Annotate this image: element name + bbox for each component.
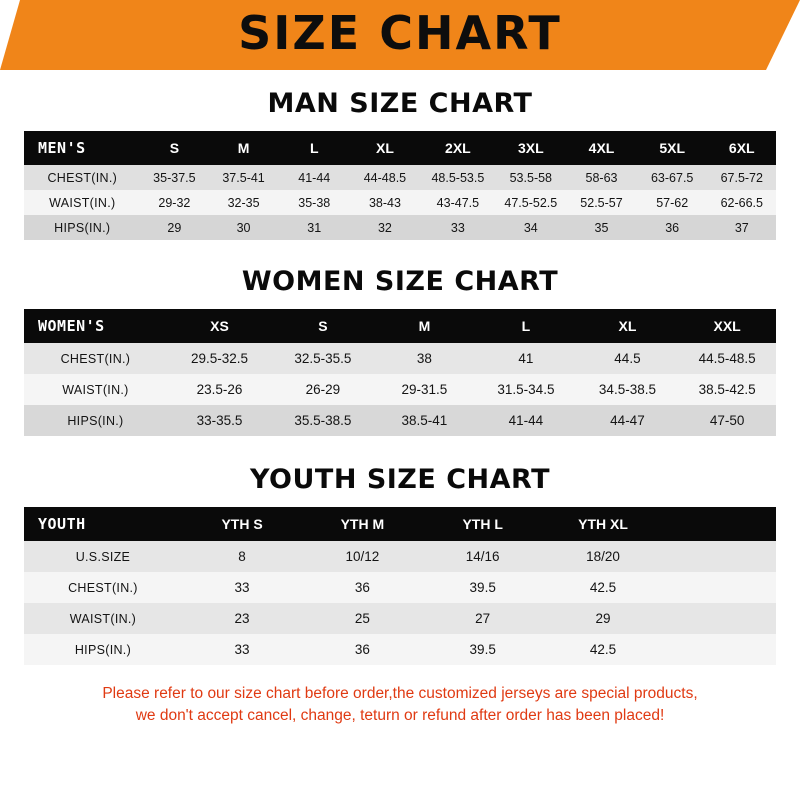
cell: 48.5-53.5: [420, 165, 495, 190]
cell: 58-63: [566, 165, 637, 190]
cell: 39.5: [423, 634, 543, 665]
cell: 47-50: [678, 405, 776, 436]
note-line-2: we don't accept cancel, change, teturn or refund after order has been placed!: [135, 707, 665, 725]
section-man: [0, 88, 800, 240]
cell: 43-47.5: [420, 190, 495, 215]
header-yth-xl: YTH XL: [543, 507, 663, 541]
cell: 23: [182, 603, 302, 634]
cell: 57-62: [637, 190, 708, 215]
cell: [663, 541, 776, 572]
cell: 33: [182, 572, 302, 603]
cell: 35-38: [279, 190, 350, 215]
cell: 10/12: [302, 541, 422, 572]
cell: 42.5: [543, 572, 663, 603]
cell: 41: [475, 343, 577, 374]
header-yth-s: YTH S: [182, 507, 302, 541]
table-header-row: [24, 309, 776, 343]
cell: 29-31.5: [374, 374, 476, 405]
table-row: [24, 215, 776, 240]
header-xs: XS: [167, 309, 272, 343]
row-label: WAIST(IN.): [24, 603, 182, 634]
cell: 35: [566, 215, 637, 240]
cell: 23.5-26: [167, 374, 272, 405]
header-xl: XL: [350, 131, 421, 165]
section-title-women: WOMEN SIZE CHART: [241, 266, 559, 297]
banner: [0, 0, 800, 70]
table-row: [24, 190, 776, 215]
cell: 29.5-32.5: [167, 343, 272, 374]
cell: 38.5-42.5: [678, 374, 776, 405]
row-label: U.S.SIZE: [24, 541, 182, 572]
header-5xl: 5XL: [637, 131, 708, 165]
header-m: M: [208, 131, 279, 165]
cell: 53.5-58: [495, 165, 566, 190]
header-xxl: XXL: [678, 309, 776, 343]
cell: 44-47: [577, 405, 679, 436]
row-label: WAIST(IN.): [24, 374, 167, 405]
header-s: S: [272, 309, 374, 343]
section-youth: [0, 464, 800, 665]
cell: 32.5-35.5: [272, 343, 374, 374]
header-mens: MEN'S: [24, 131, 141, 165]
cell: 37: [708, 215, 776, 240]
header-6xl: 6XL: [708, 131, 776, 165]
man-size-table: [24, 131, 776, 240]
cell: 44.5: [577, 343, 679, 374]
cell: 37.5-41: [208, 165, 279, 190]
cell: 32: [350, 215, 421, 240]
table-row: [24, 572, 776, 603]
header-4xl: 4XL: [566, 131, 637, 165]
cell: 29: [141, 215, 209, 240]
cell: 36: [302, 634, 422, 665]
cell: 34: [495, 215, 566, 240]
table-row: [24, 165, 776, 190]
cell: 25: [302, 603, 422, 634]
cell: 29-32: [141, 190, 209, 215]
cell: 31: [279, 215, 350, 240]
note-line-1: Please refer to our size chart before order,the customized jerseys are special products,: [102, 685, 698, 702]
cell: 26-29: [272, 374, 374, 405]
row-label: WAIST(IN.): [24, 190, 141, 215]
cell: 38.5-41: [374, 405, 476, 436]
table-row: [24, 343, 776, 374]
header-l: L: [475, 309, 577, 343]
header-m: M: [374, 309, 476, 343]
cell: 38-43: [350, 190, 421, 215]
table-row: [24, 405, 776, 436]
cell: 38: [374, 343, 476, 374]
cell: [663, 634, 776, 665]
cell: [663, 603, 776, 634]
row-label: HIPS(IN.): [24, 215, 141, 240]
cell: 44-48.5: [350, 165, 421, 190]
cell: [663, 572, 776, 603]
banner-wedge-left: [0, 0, 20, 70]
cell: 29: [543, 603, 663, 634]
cell: 35-37.5: [141, 165, 209, 190]
row-label: HIPS(IN.): [24, 634, 182, 665]
cell: 36: [302, 572, 422, 603]
cell: 27: [423, 603, 543, 634]
cell: 63-67.5: [637, 165, 708, 190]
row-label: CHEST(IN.): [24, 572, 182, 603]
section-title-youth: YOUTH SIZE CHART: [249, 464, 551, 495]
row-label: CHEST(IN.): [24, 165, 141, 190]
table-header-row: [24, 507, 776, 541]
table-row: [24, 634, 776, 665]
cell: 34.5-38.5: [577, 374, 679, 405]
cell: 31.5-34.5: [475, 374, 577, 405]
header-empty: [663, 507, 776, 541]
row-label: HIPS(IN.): [24, 405, 167, 436]
table-row: [24, 374, 776, 405]
women-size-table: [24, 309, 776, 436]
cell: 33-35.5: [167, 405, 272, 436]
cell: 8: [182, 541, 302, 572]
cell: 67.5-72: [708, 165, 776, 190]
row-label: CHEST(IN.): [24, 343, 167, 374]
header-xl: XL: [577, 309, 679, 343]
cell: 18/20: [543, 541, 663, 572]
table-row: [24, 541, 776, 572]
header-yth-l: YTH L: [423, 507, 543, 541]
cell: 14/16: [423, 541, 543, 572]
cell: 62-66.5: [708, 190, 776, 215]
cell: 33: [182, 634, 302, 665]
header-womens: WOMEN'S: [24, 309, 167, 343]
cell: 52.5-57: [566, 190, 637, 215]
header-2xl: 2XL: [420, 131, 495, 165]
cell: 42.5: [543, 634, 663, 665]
header-youth: YOUTH: [24, 507, 182, 541]
cell: 32-35: [208, 190, 279, 215]
banner-wedge-right: [766, 0, 800, 70]
cell: 30: [208, 215, 279, 240]
order-policy-note: [0, 683, 800, 728]
table-header-row: [24, 131, 776, 165]
section-women: [0, 266, 800, 436]
cell: 33: [420, 215, 495, 240]
cell: 41-44: [475, 405, 577, 436]
cell: 44.5-48.5: [678, 343, 776, 374]
header-l: L: [279, 131, 350, 165]
cell: 35.5-38.5: [272, 405, 374, 436]
header-s: S: [141, 131, 209, 165]
cell: 41-44: [279, 165, 350, 190]
page-title: SIZE CHART: [238, 6, 562, 60]
cell: 47.5-52.5: [495, 190, 566, 215]
youth-size-table: [24, 507, 776, 665]
section-title-man: MAN SIZE CHART: [267, 88, 533, 119]
header-yth-m: YTH M: [302, 507, 422, 541]
header-3xl: 3XL: [495, 131, 566, 165]
cell: 36: [637, 215, 708, 240]
cell: 39.5: [423, 572, 543, 603]
table-row: [24, 603, 776, 634]
